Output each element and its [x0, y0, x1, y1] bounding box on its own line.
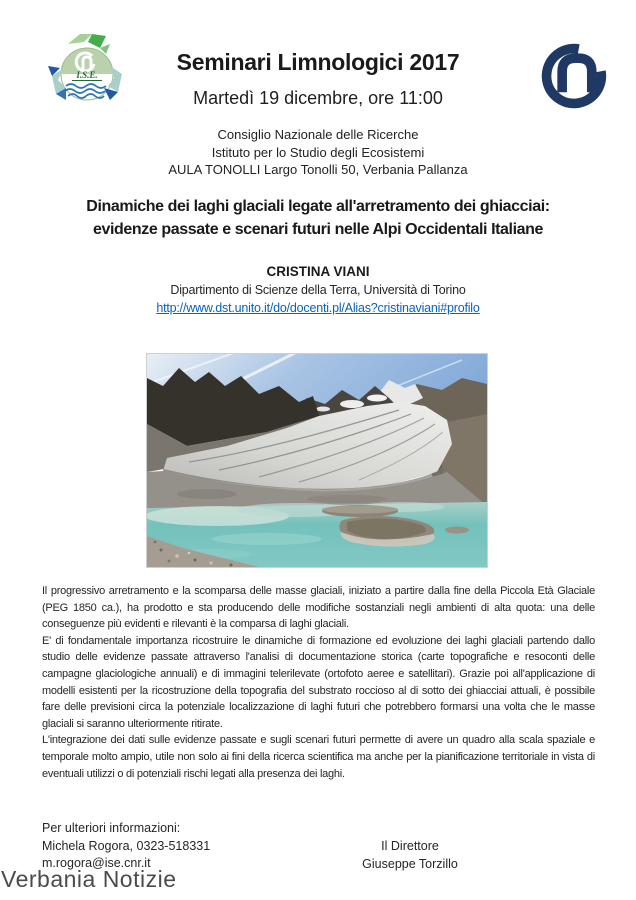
contact-heading: Per ulteriori informazioni:	[42, 821, 181, 835]
speaker-profile-link[interactable]: http://www.dst.unito.it/do/docenti.pl/Alias?cristinaviani#profilo	[156, 301, 480, 315]
abstract-paragraph-3: L'integrazione dei dati sulle evidenze passate e sugli scenari futuri permette di avere un quadro alla scala spaziale e temporale molto ampio, utile non solo ai fini della ricerca scientifica ma anche per la pianificazione territoriale in vista di eventuali utilizzi o di potenziali rischi legati alla presenza dei laghi.	[42, 734, 595, 780]
abstract-paragraph-2: E' di fondamentale importanza ricostruire le dinamiche di formazione ed evoluzione dei laghi glaciali partendo dallo studio delle evidenze passate attraverso l'analisi di documentazione storica (carte topografiche e resoconti delle campagne glaciologiche annuali) e di immagini telerilevate (ortofoto aeree e satellitari). Grazie poi all'applicazione di modelli esistenti per la ricostruzione della topografia del substrato roccioso al di sotto dei ghiacciai attuali, è possibile fare delle previsioni circa la potenziale localizzazione di laghi futuri che potrebbero formarsi una volta che le masse glaciali si saranno ulteriormente ritirate.	[42, 634, 595, 730]
seminar-title-line2: evidenze passate e scenari futuri nelle Alpi Occidentali Italiane	[92, 220, 544, 238]
seminar-title	[0, 196, 636, 241]
org-institute: Istituto per lo Studio degli Ecosistemi	[211, 144, 425, 160]
ise-logo-label: I.S.E.	[76, 70, 98, 80]
glacier-lake-photo-graphic	[147, 354, 487, 567]
contact-name-phone: Michela Rogora, 0323-518331	[42, 838, 211, 853]
organization-block	[0, 126, 636, 179]
abstract-text	[42, 583, 595, 782]
director-block	[330, 838, 490, 873]
director-title: Il Direttore	[381, 839, 439, 853]
source-watermark: Verbania Notizie	[1, 866, 177, 892]
speaker-block	[0, 263, 636, 317]
speaker-name: CRISTINA VIANI	[266, 264, 370, 279]
contact-block	[42, 820, 210, 873]
abstract-paragraph-1: Il progressivo arretramento e la scomparsa delle masse glaciali, iniziato a partire dalla fine della Piccola Età Glaciale (PEG 1850 ca.), ha prodotto e sta producendo delle modifiche sostanziali negli ambienti di alta quota: una delle conseguenze più evidenti e rilevanti è la comparsa di laghi glaciali.	[42, 585, 595, 631]
org-name: Consiglio Nazionale delle Ricerche	[217, 127, 419, 142]
speaker-affiliation: Dipartimento di Scienze della Terra, Università di Torino	[170, 283, 466, 297]
page-title: Seminari Limnologici 2017	[176, 49, 460, 76]
contact-email: m.rogora@ise.cnr.it	[42, 856, 151, 870]
org-venue: AULA TONOLLI Largo Tonolli 50, Verbania Pallanza	[168, 162, 468, 177]
seminar-title-line1: Dinamiche dei laghi glaciali legate all'arretramento dei ghiacciai:	[86, 198, 550, 215]
glacier-lake-photo	[147, 354, 487, 567]
seminar-datetime: Martedì 19 dicembre, ore 11:00	[193, 88, 443, 108]
director-name: Giuseppe Torzillo	[362, 856, 458, 871]
